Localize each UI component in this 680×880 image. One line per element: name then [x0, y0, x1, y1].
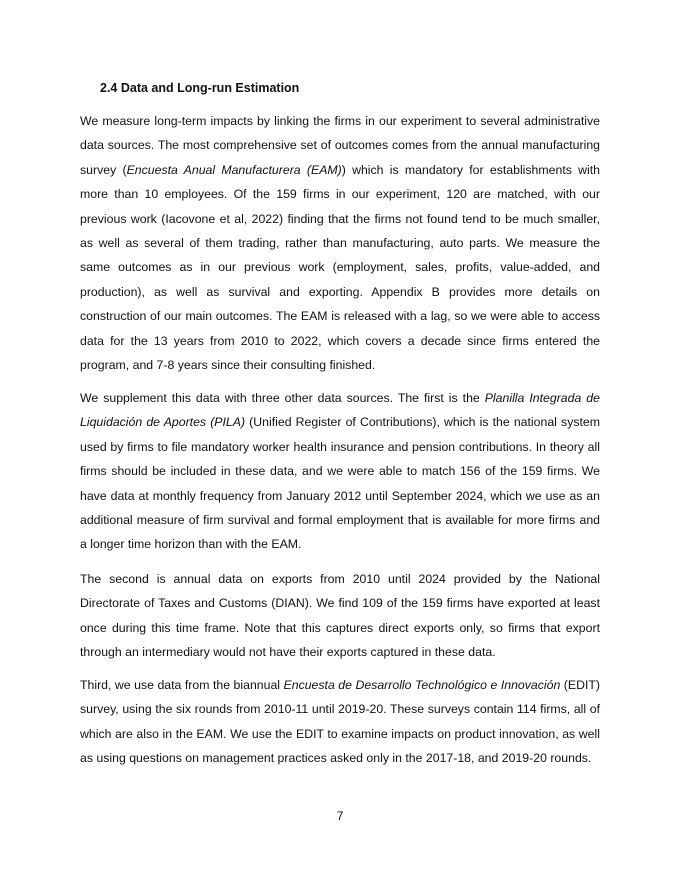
- paragraph-text: The second is annual data on exports from 2010 until 2024 provided by the National Directorate of Taxes and Customs (DIAN). We find 109 of the 159 firms have exported at least once during this time frame. Note that this captures direct exports only, so firms that export through an intermediary would not have their exports captured in these data.: [80, 572, 600, 660]
- paragraph-text: (EDIT) survey, using the six rounds from 2010-11 until 2019-20. These surveys contain 114 firms, all of which are also in the EAM. We use the EDIT to examine impacts on product innovation, as well as using questions on management practices asked only in the 2017-18, and 2019-20 rounds.: [80, 678, 601, 766]
- italic-term: Encuesta de Desarrollo Technológico e Innovación: [283, 678, 561, 692]
- paragraph-text: (Unified Register of Contributions), which is the national system used by firms to file mandatory worker health insurance and pension contributions. In theory all firms should be included in these data, and we were able to match 156 of the 159 firms. We have data at monthly frequency from January 2012 until September 2024, which we use as an additional measure of firm survival and formal employment that is available for more firms and a longer time horizon than with the EAM.: [80, 415, 600, 552]
- paragraph-edit: [80, 673, 600, 771]
- italic-term: Encuesta Anual Manufacturera (EAM): [126, 162, 342, 177]
- paragraph-text: Third, we use data from the biannual: [80, 678, 284, 692]
- section-heading: 2.4 Data and Long-run Estimation: [100, 81, 300, 95]
- paragraph-text: ) which is mandatory for establishments with more than 10 employees. Of the 159 firms in our experiment, 120 are matched, with our previous work (Iacovone et al, 2022) finding that the firms not found tend to be much smaller, as well as several of them trading, rather than manufacturing, auto parts. We measure the same outcomes as in our previous work (employment, sales, profits, value-added, and production), as well as survival and exporting. Appendix B provides more details on construction of our main outcomes. The EAM is released with a lag, so we were able to access data for the 13 years from 2010 to 2022, which covers a decade since firms entered the program, and 7-8 years since their consulting finished.: [80, 162, 601, 373]
- paragraph-text: We measure long-term impacts by linking the firms in our experiment to several administrative data sources. The most comprehensive set of outcomes comes from the annual manufacturing survey (: [80, 114, 600, 177]
- paragraph-text: We supplement this data with three other data sources. The first is the: [80, 391, 485, 405]
- paragraph-eam: [80, 109, 600, 377]
- page-number: 7: [336, 809, 344, 823]
- paragraph-pila: [80, 386, 600, 557]
- paragraph-dian: [80, 567, 600, 665]
- italic-term: Planilla Integrada de Liquidación de Aportes (PILA): [80, 391, 600, 430]
